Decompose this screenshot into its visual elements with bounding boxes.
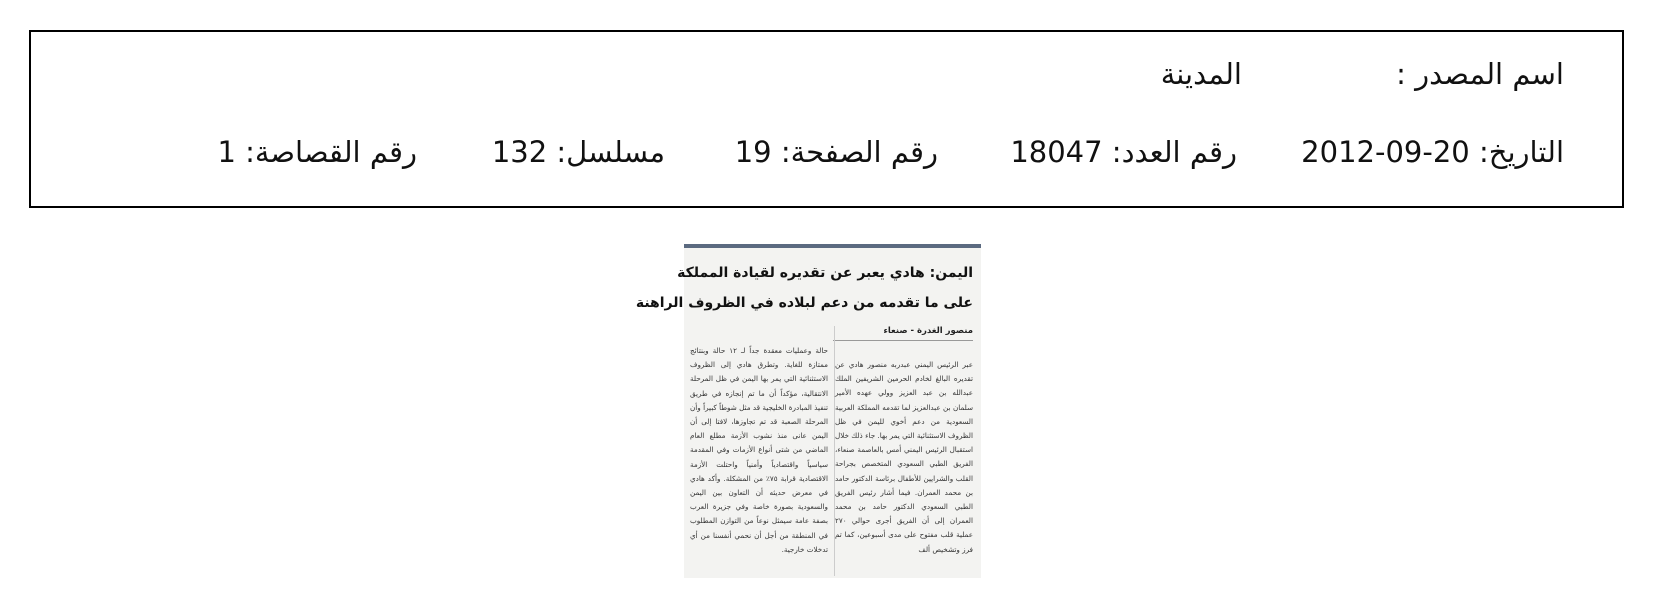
date-field: التاريخ: 20-09-2012	[1301, 135, 1564, 169]
page-number-field: رقم الصفحة: 19	[734, 135, 938, 169]
source-value: المدينة	[1160, 57, 1242, 91]
clipping-header	[29, 30, 1624, 208]
source-label: اسم المصدر :	[1396, 57, 1564, 91]
source-row	[31, 54, 1622, 94]
article-column-right: عبر الرئيس اليمني عبدربه منصور هادي عن تقديره البالغ لخادم الحرمين الشريفين الملك عبدالله بن عبد العزيز وولي عهده الأمير سلمان بن عبدالعزيز لما تقدمه المملكة العربية السعودية من دعم أخوي لليمن في ظل الظروف الاستثنائية التي يمر بها. جاء ذلك خلال استقبال الرئيس اليمني أمس بالعاصمة صنعاء، الفريق الطبي السعودي المتخصص بجراحة القلب والشرايين للأطفال برئاسة الدكتور حامد بن محمد العمران. فيما أشار رئيس الفريق الطبي السعودي الدكتور حامد بن محمد العمران إلى أن الفريق أجرى حوالي ٢٧٠ عملية قلب مفتوح على مدى أسبوعين، كما تم فرز وتشخيص ألف	[835, 360, 973, 554]
article-title-line1: اليمن: هادي يعبر عن تقديره لقيادة المملكة	[677, 265, 973, 281]
serial-field: مسلسل: 132	[491, 135, 665, 169]
issue-number-field: رقم العدد: 18047	[1010, 135, 1237, 169]
byline-rule	[833, 340, 973, 341]
metadata-row	[31, 132, 1622, 172]
newspaper-clipping	[635, 244, 981, 578]
article-title-line2: على ما تقدمه من دعم لبلاده في الظروف الراهنة	[635, 295, 973, 311]
clip-number-field: رقم القصاصة: 1	[217, 135, 417, 169]
article-byline: منصور الغدرة - صنعاء	[883, 326, 973, 336]
article-column-left: حالة وعمليات معقدة جداً لـ ١٢ حالة وبنتائج ممتازة للغاية. وتطرق هادي إلى الظروف الاستثنائية التي يمر بها اليمن في ظل المرحلة الانتقالية، مؤكداً أن ما تم إنجازه في طريق تنفيذ المبادرة الخليجية قد مثل شوطاً كبيراً وأن المرحلة الصعبة قد تم تجاوزها، لافتا إلى أن اليمن عانى منذ نشوب الأزمة مطلع العام الماضي من شتى أنواع الأزمات وفي المقدمة سياسياً واقتصادياً وأمنياً واحتلت الأزمة الاقتصادية قرابة ٧٥٪ من المشكلة. وأكد هادي في معرض حديثه أن التعاون بين اليمن والسعودية بصورة خاصة وفي جزيرة العرب بصفة عامة سيمثل نوعاً من التوازن المطلوب في المنطقة من أجل أن نحمي أنفسنا من أي تدخلات خارجية.	[690, 346, 829, 554]
